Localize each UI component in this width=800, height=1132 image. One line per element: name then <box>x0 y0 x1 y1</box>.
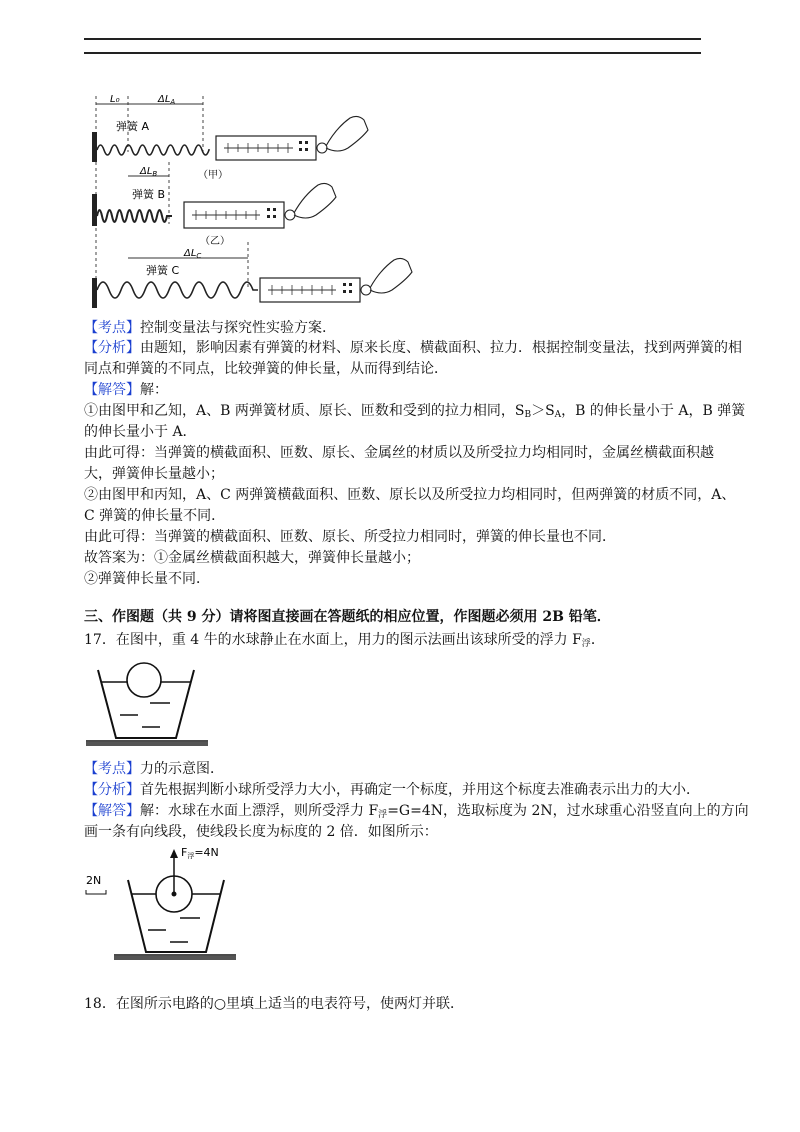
case-jia-label: （甲） <box>198 170 228 181</box>
q17-question: 17．在图中，重 4 牛的水球静止在水面上，用力的图示法画出该球所受的浮力 $F_浮$． <box>84 632 605 649</box>
label-dla: $\Delta L_A$ <box>158 94 176 106</box>
spring-a-label: 弹簧 A <box>116 120 150 133</box>
header-rule-top <box>84 38 701 40</box>
q17-jieda-line2: 画一条有向线段，使线段长度为标度的 2 倍．如图所示： <box>84 824 438 840</box>
q18-question: 18．在图所示电路的○里填上适当的电表符号，使两灯并联． <box>84 996 465 1012</box>
spring-c-label: 弹簧 C <box>146 264 180 277</box>
q16-answer-line1: ①由图甲和乙知，A、B 两弹簧材质、原长、匝数和受到的拉力相同，$S_B>S_A$，B 的伸长量小于 A，B 弹簧 <box>84 403 746 420</box>
q17-answer-figure <box>84 842 244 964</box>
q16-answer-line3: 由此可得：当弹簧的横截面积、匝数、原长、金属丝的材质以及所受拉力均相同时，金属丝横截面积越 <box>84 445 714 461</box>
spring-b-label: 弹簧 B <box>132 188 166 201</box>
q16-fenxi-line2: 同点和弹簧的不同点，比较弹簧的伸长量，从而得到结论． <box>84 361 448 377</box>
case-yi-label: （乙） <box>200 236 230 247</box>
q16-answer-line2: 的伸长量小于 A． <box>84 424 197 440</box>
q16-answer-line5: ②由图甲和丙知，A、C 两弹簧横截面积、匝数、原长以及所受拉力均相同时，但两弹簧的材质不同，A、 <box>84 487 736 503</box>
label-dlc: $\Delta L_C$ <box>184 248 202 260</box>
spring-experiment-figure <box>88 92 428 312</box>
q16-answer-line7: 由此可得：当弹簧的横截面积、匝数、原长、所受拉力相同时，弹簧的伸长量也不同． <box>84 529 616 545</box>
header-rule-bottom <box>84 52 701 54</box>
q16-fenxi-line1: 【分析】由题知，影响因素有弹簧的材料、原来长度、横截面积、拉力．根据控制变量法，找到两弹簧的相 <box>84 340 742 356</box>
q16-kaodian: 【考点】控制变量法与探究性实验方案. <box>84 320 327 336</box>
label-l0: L₀ <box>110 94 120 105</box>
q16-answer-line9: ②弹簧伸长量不同． <box>84 571 210 587</box>
q16-answer-line4: 大，弹簧伸长量越小； <box>84 466 224 482</box>
q17-beaker-figure <box>84 656 210 748</box>
label-dlb: $\Delta L_B$ <box>140 166 158 178</box>
q17-fenxi: 【分析】首先根据判断小球所受浮力大小，再确定一个标度，并用这个标度去准确表示出力的大小． <box>84 782 700 798</box>
scale-label: 2N <box>86 874 102 887</box>
q16-answer-line6: C 弹簧的伸长量不同． <box>84 508 226 524</box>
section3-heading: 三、作图题（共 9 分）请将图直接画在答题纸的相应位置，作图题必须用 2B 铅笔． <box>84 609 611 625</box>
q16-jieda: 【解答】解： <box>84 382 168 398</box>
q17-jieda-line1: 【解答】解：水球在水面上漂浮，则所受浮力 $F_浮=G=4N$，选取标度为 2N，过水球重心沿竖直向上的方向 <box>84 803 749 820</box>
q16-answer-line8: 故答案为：①金属丝横截面积越大，弹簧伸长量越小； <box>84 550 420 566</box>
force-label: F浮=4N <box>181 846 219 860</box>
q17-kaodian: 【考点】力的示意图． <box>84 761 224 777</box>
